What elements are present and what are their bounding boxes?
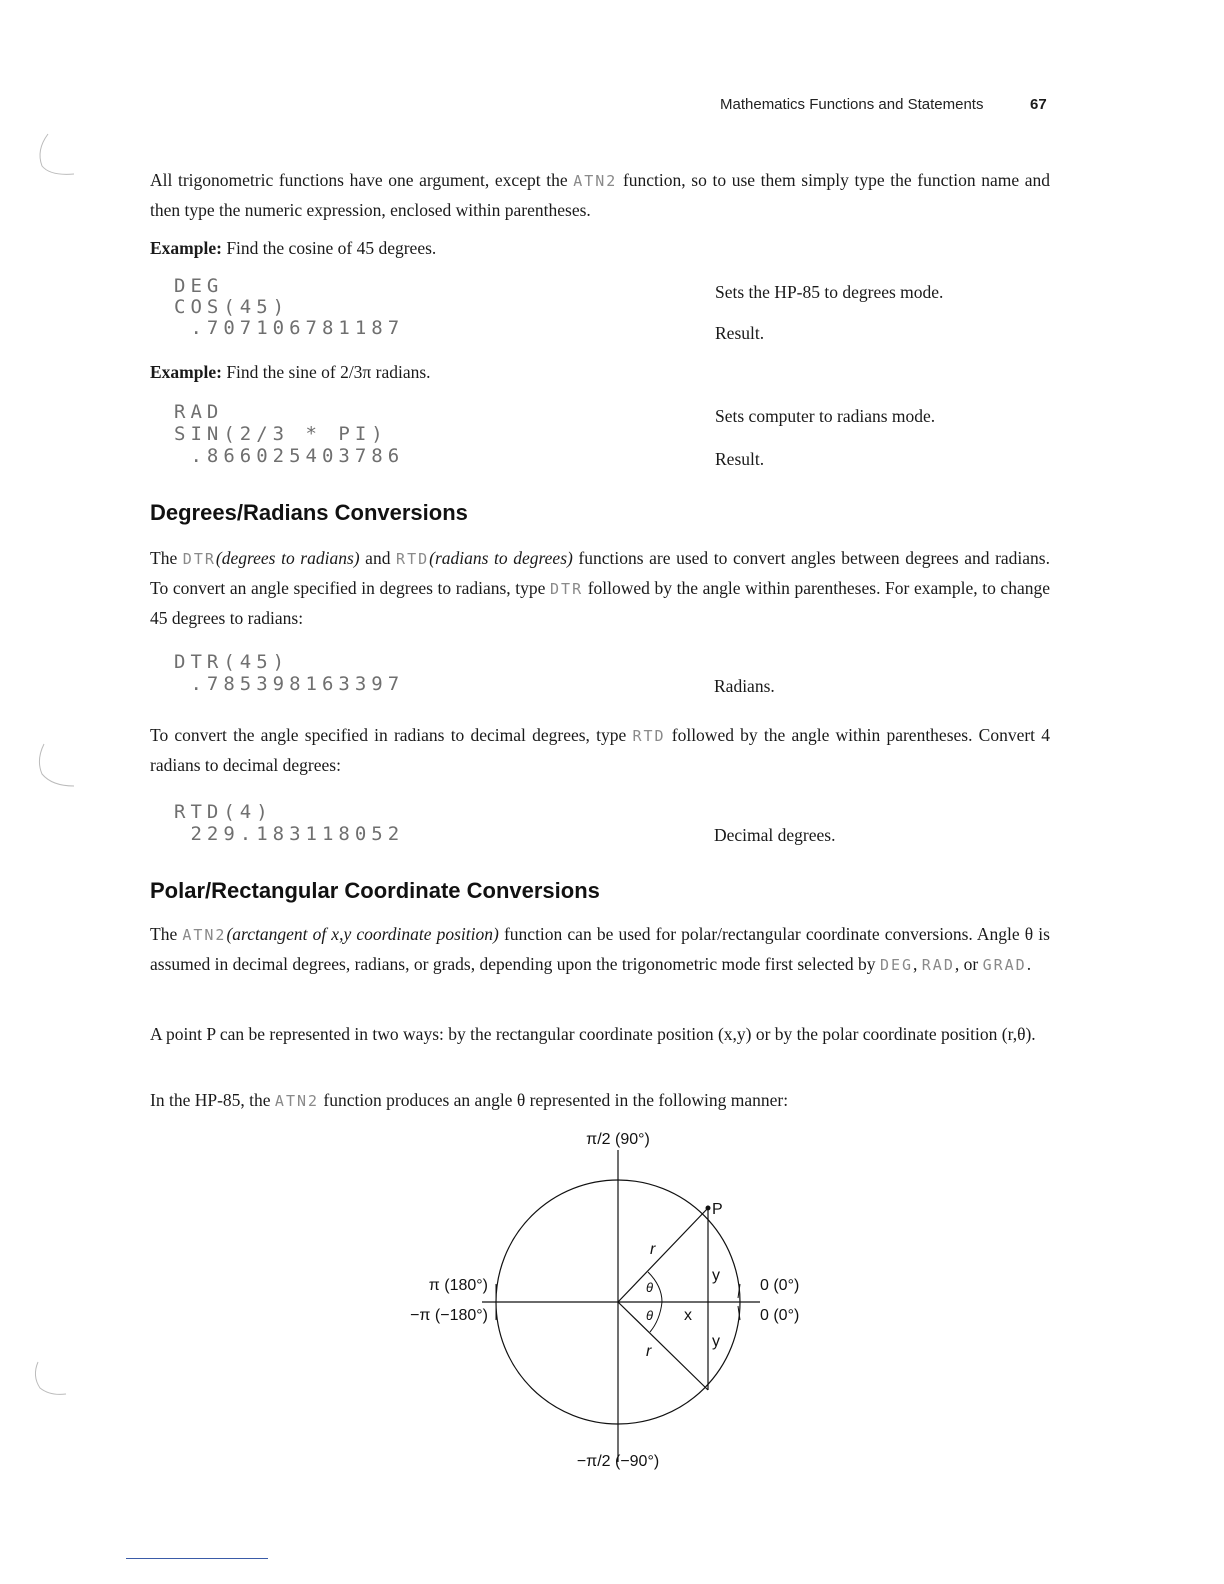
- atn2-paragraph: The ATN2(arctangent of x,y coordinate position) function can be used for polar/rectangular coordinate conversions. Angle θ is assumed in decimal degrees, radians, or grads, depending upon the trigonometric mode first selected by DEG, RAD, or GRAD.: [150, 924, 1050, 974]
- dtr-keyword: DTR: [550, 580, 584, 598]
- example-label: Example:: [150, 238, 222, 258]
- example-2-note-2: Result.: [715, 449, 765, 469]
- atn2-angle-diagram: [380, 1120, 840, 1480]
- label-y-lower: y: [712, 1333, 720, 1350]
- footer-rule: [126, 1558, 268, 1559]
- example-1-line: Example: Find the cosine of 45 degrees.: [150, 238, 437, 258]
- example-2-code-line-1: RAD: [174, 401, 224, 423]
- label-theta-lower: θ: [646, 1308, 654, 1323]
- rad-keyword: RAD: [921, 956, 955, 974]
- example-1-code-line-3: .707106781187: [174, 317, 405, 339]
- example-2-line: Example: Find the sine of 2/3π radians.: [150, 362, 431, 382]
- label-bottom-angle: −π/2 (−90°): [576, 1453, 660, 1470]
- label-x: x: [684, 1307, 692, 1324]
- margin-mark-icon: [34, 740, 84, 790]
- label-zero-lower: 0 (0°): [760, 1307, 800, 1324]
- label-zero-upper: 0 (0°): [760, 1277, 800, 1294]
- page-number: 67: [1030, 96, 1047, 113]
- section-heading-degrees-radians: Degrees/Radians Conversions: [150, 500, 468, 525]
- dtr-note: Radians.: [714, 676, 775, 696]
- label-r-lower: r: [646, 1343, 652, 1360]
- example-1-code-line-2: COS(45): [174, 296, 290, 318]
- point-representation-paragraph: A point P can be represented in two ways: by the rectangular coordinate position (x,y) or by the polar coordinate position (r,θ).: [150, 1024, 1036, 1044]
- label-pi: π (180°): [428, 1277, 488, 1294]
- example-2-note-1: Sets computer to radians mode.: [715, 406, 936, 426]
- grad-keyword: GRAD: [982, 956, 1027, 974]
- rtd-code-line-1: RTD(4): [174, 801, 273, 823]
- label-r-upper: r: [650, 1241, 656, 1258]
- rtd-keyword: RTD: [632, 727, 666, 745]
- rtd-code-line-2: 229.183118052: [174, 823, 405, 845]
- upper-radius-line: [618, 1208, 708, 1302]
- label-y-upper: y: [712, 1267, 720, 1284]
- margin-mark-icon: [30, 1360, 80, 1400]
- dtr-code-line-1: DTR(45): [174, 651, 290, 673]
- section-heading-polar-rectangular: Polar/Rectangular Coordinate Conversions: [150, 878, 600, 903]
- running-header: Mathematics Functions and Statements: [720, 96, 984, 113]
- label-theta-upper: θ: [646, 1280, 654, 1295]
- example-1-code-line-1: DEG: [174, 275, 224, 297]
- example-1-note-1: Sets the HP-85 to degrees mode.: [715, 282, 944, 302]
- label-top-angle: π/2 (90°): [586, 1131, 650, 1148]
- example-1-note-2: Result.: [715, 323, 765, 343]
- atn2-manner-paragraph: In the HP-85, the ATN2 function produces an angle θ represented in the following manner:: [150, 1090, 789, 1110]
- dtr-keyword: DTR: [182, 550, 216, 568]
- margin-mark-icon: [34, 130, 84, 180]
- degrees-radians-paragraph: The DTR(degrees to radians) and RTD(radians to degrees) functions are used to convert angles between degrees and radians. To convert an angle specified in degrees to radians, type DTR followed by the angle within parentheses. For example, to change 45 degrees to radians:: [150, 548, 1050, 628]
- lower-radius-line: [618, 1302, 708, 1390]
- label-minus-pi: −π (−180°): [410, 1307, 488, 1324]
- atn2-keyword: ATN2: [182, 926, 227, 944]
- rtd-note: Decimal degrees.: [714, 825, 836, 845]
- example-2-code-line-2: SIN(2/3 * PI): [174, 423, 388, 445]
- rtd-keyword: RTD: [396, 550, 430, 568]
- example-2-code-line-3: .866025403786: [174, 445, 405, 467]
- intro-paragraph: All trigonometric functions have one argument, except the ATN2 function, so to use them simply type the function name and then type the numeric expression, enclosed within parentheses.: [150, 170, 1051, 220]
- dtr-code-line-2: .785398163397: [174, 673, 405, 695]
- point-p-marker: [706, 1206, 711, 1211]
- atn2-keyword: ATN2: [274, 1092, 320, 1110]
- label-point-p: P: [712, 1201, 723, 1218]
- deg-keyword: DEG: [879, 956, 914, 974]
- example-label: Example:: [150, 362, 222, 382]
- atn2-keyword: ATN2: [573, 172, 618, 190]
- rtd-paragraph: To convert the angle specified in radians to decimal degrees, type RTD followed by the angle within parentheses. Convert 4 radians to decimal degrees:: [150, 725, 1051, 775]
